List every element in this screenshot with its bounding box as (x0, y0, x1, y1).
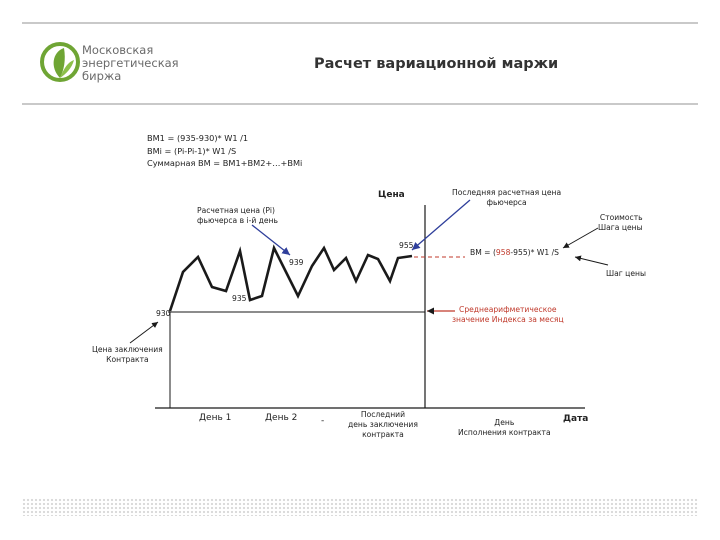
contract-price-label: Цена заключения Контракта (92, 345, 163, 364)
vm-formula-rest: -955)* W1 /S (510, 248, 559, 257)
formula-line-3: Суммарная ВМ = ВМ1+ВМ2+…+ВМi (147, 158, 303, 168)
exec-day-label: День Исполнения контракта (458, 418, 551, 437)
price-axis-label: Цена (378, 190, 405, 200)
day-1-label: День 1 (199, 413, 232, 423)
tick-value-label: Стоимость Шага цены (598, 213, 643, 232)
contract-price-arrow (130, 322, 158, 343)
settle-price-label: Расчетная цена (Pi) фьючерса в i-й день (197, 206, 279, 225)
footer-dotted-strip (22, 498, 698, 516)
page-title: Расчет вариационной маржи (314, 56, 559, 72)
vm-formula-red-value: 958 (495, 248, 511, 257)
price-955-label: 955 (399, 241, 414, 250)
ellipsis-dash-label: - (321, 416, 325, 426)
vm-formula-label (470, 248, 559, 258)
logo-text: Московская энергетическая биржа (82, 43, 179, 83)
settle-price-arrow (252, 225, 290, 255)
formula-line-2: ВМi = (Pi-Pi-1)* W1 /S (147, 145, 237, 156)
price-939-label: 939 (289, 258, 304, 267)
date-axis-label: Дата (563, 414, 589, 424)
price-930-label: 930 (156, 309, 171, 318)
avg-index-label: Среднеарифметическое значение Индекса за месяц (452, 305, 564, 324)
vm-formula-prefix: ВМ = ( (470, 248, 496, 257)
formula-line-1: ВМ1 = (935-930)* W1 /1 (147, 133, 249, 143)
tick-step-label: Шаг цены (606, 269, 646, 278)
day-2-label: День 2 (265, 413, 298, 423)
tick-step-arrow (575, 257, 608, 265)
tick-value-arrow (563, 228, 598, 248)
price-935-label: 935 (232, 294, 247, 303)
last-price-label: Последняя расчетная цена фьючерса (452, 188, 562, 207)
last-day-label: Последний день заключения контракта (348, 410, 418, 439)
